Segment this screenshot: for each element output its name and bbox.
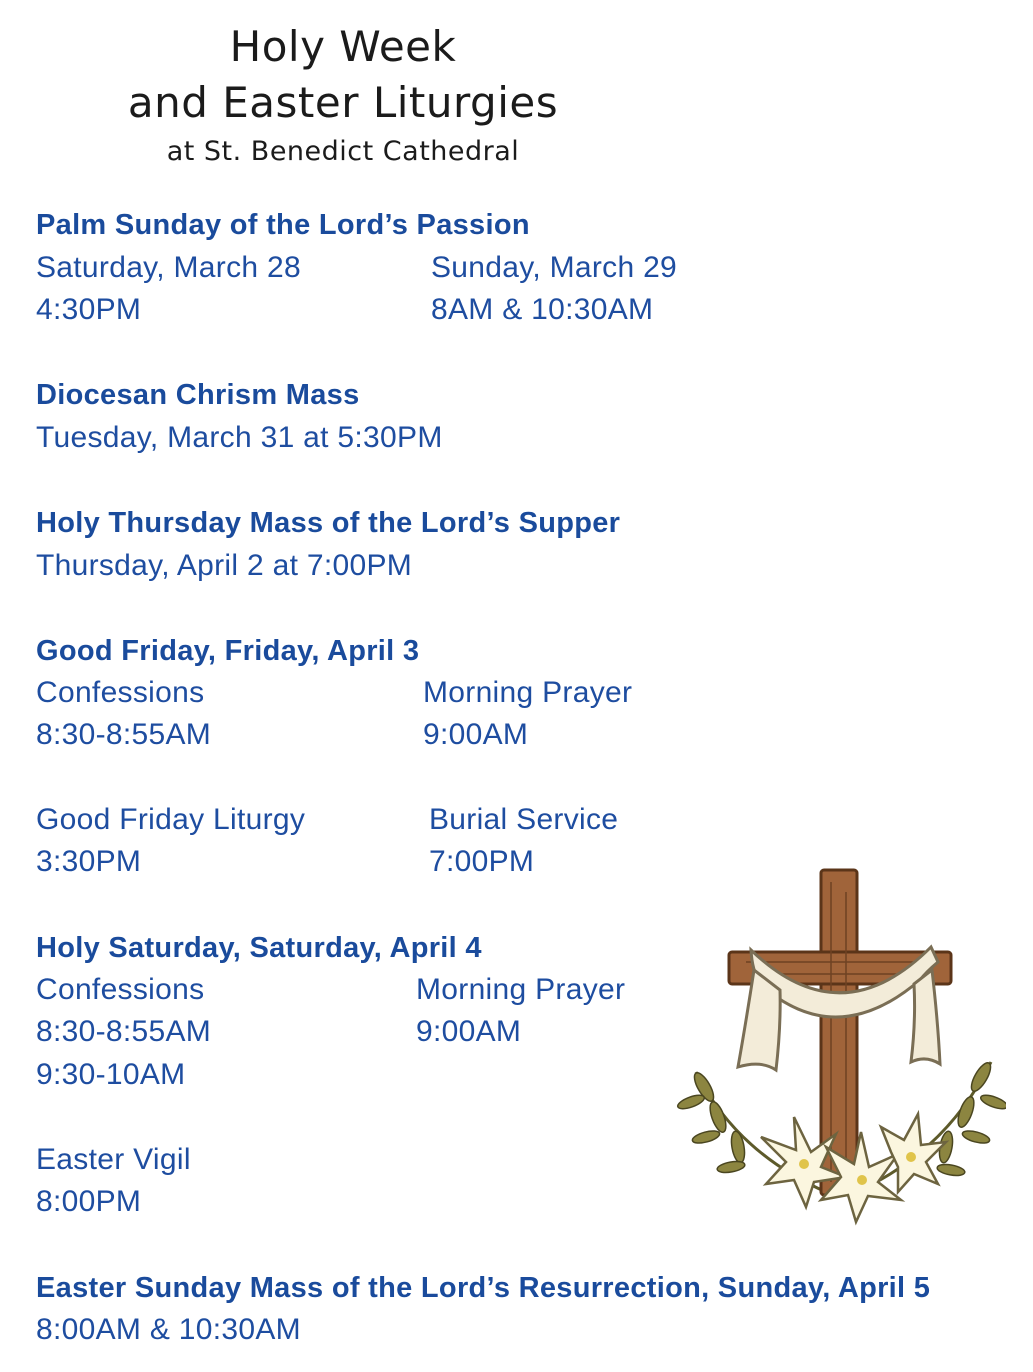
- holy-thursday-title: Holy Thursday Mass of the Lord’s Supper: [36, 507, 621, 539]
- holy-saturday-confessions-time1: 8:30-8:55AM: [36, 1015, 212, 1048]
- good-friday-morning-prayer-time: 9:00AM: [423, 718, 529, 751]
- good-friday-liturgy-time: 3:30PM: [36, 845, 142, 878]
- good-friday-liturgy-label: Good Friday Liturgy: [36, 803, 306, 836]
- palm-sunday-sunday-day: Sunday, March 29: [431, 251, 678, 284]
- holy-saturday-confessions-time2: 9:30-10AM: [36, 1058, 186, 1091]
- easter-vigil-label: Easter Vigil: [36, 1143, 191, 1176]
- palm-sunday-saturday-time: 4:30PM: [36, 293, 142, 326]
- header-title-line2: and Easter Liturgies: [127, 78, 559, 127]
- good-friday-burial-time: 7:00PM: [429, 845, 535, 878]
- good-friday-confessions-time: 8:30-8:55AM: [36, 718, 212, 751]
- header-title-line1: Holy Week: [229, 22, 457, 71]
- palm-sunday-sunday-time: 8AM & 10:30AM: [431, 293, 654, 326]
- chrism-mass-title: Diocesan Chrism Mass: [36, 379, 360, 411]
- holy-saturday-confessions-label: Confessions: [36, 973, 205, 1006]
- holy-thursday-when: Thursday, April 2 at 7:00PM: [36, 549, 413, 582]
- holy-saturday-morning-prayer-time: 9:00AM: [416, 1015, 522, 1048]
- chrism-mass-when: Tuesday, March 31 at 5:30PM: [36, 421, 443, 454]
- easter-sunday-when: 8:00AM & 10:30AM: [36, 1313, 301, 1346]
- good-friday-title: Good Friday, Friday, April 3: [36, 635, 420, 667]
- header-subtitle: at St. Benedict Cathedral: [166, 136, 520, 167]
- palm-sunday-title: Palm Sunday of the Lord’s Passion: [36, 209, 530, 241]
- good-friday-morning-prayer-label: Morning Prayer: [423, 676, 633, 709]
- holy-saturday-title: Holy Saturday, Saturday, April 4: [36, 932, 482, 964]
- cross-with-lilies-icon: [676, 862, 1006, 1232]
- palm-sunday-saturday-day: Saturday, March 28: [36, 251, 301, 284]
- good-friday-confessions-label: Confessions: [36, 676, 205, 709]
- easter-sunday-title: Easter Sunday Mass of the Lord’s Resurrection, Sunday, April 5: [36, 1272, 931, 1304]
- easter-vigil-time: 8:00PM: [36, 1185, 142, 1218]
- good-friday-burial-label: Burial Service: [429, 803, 619, 836]
- holy-saturday-morning-prayer-label: Morning Prayer: [416, 973, 626, 1006]
- flyer-header: [0, 22, 686, 170]
